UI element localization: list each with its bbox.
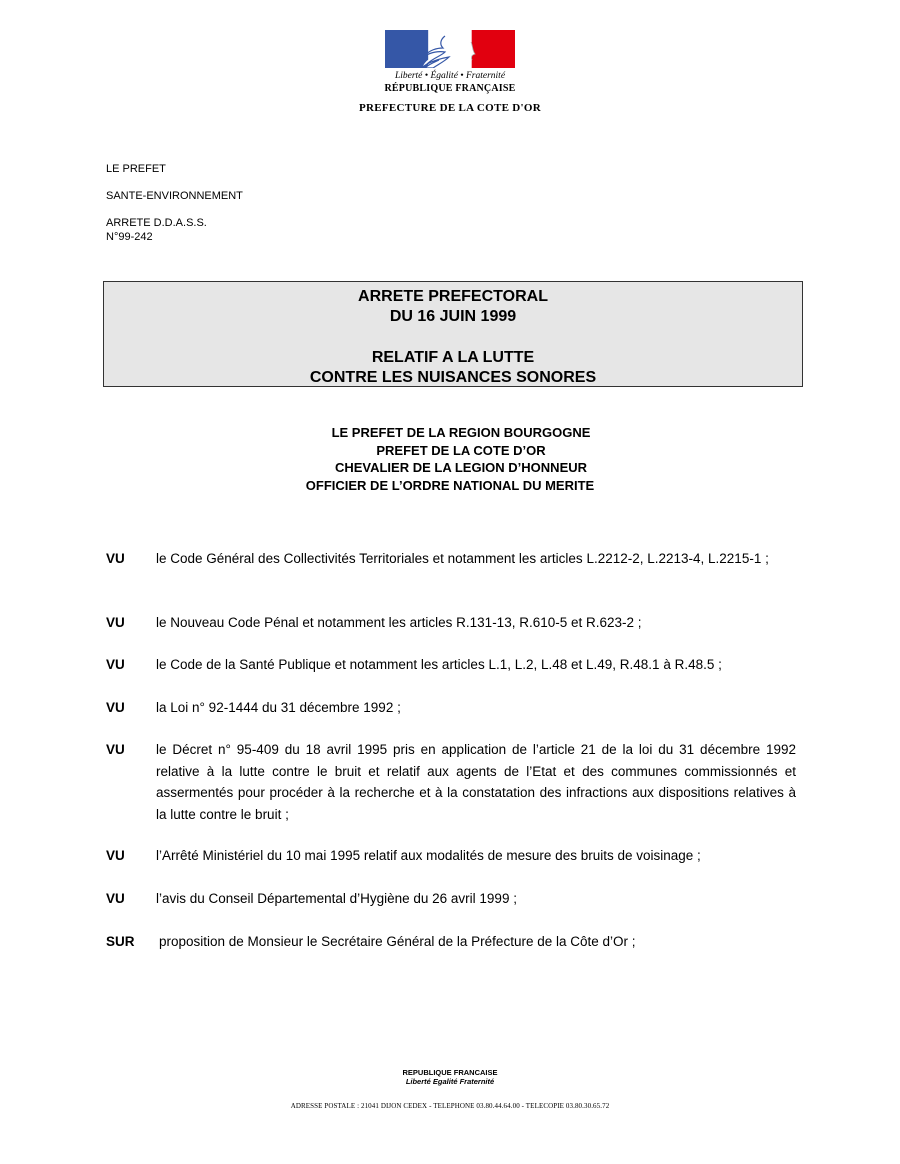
clause-text: proposition de Monsieur le Secrétaire Général de la Préfecture de la Côte d’Or ; — [159, 934, 636, 949]
title-line-1: ARRETE PREFECTORAL — [358, 288, 548, 305]
header-logo-block — [0, 30, 900, 114]
clause-text: l’Arrêté Ministériel du 10 mai 1995 relatif aux modalités de mesure des bruits de voisinage ; — [156, 848, 701, 863]
title-box — [103, 281, 803, 387]
clause-keyword: VU — [106, 848, 125, 863]
clause-keyword: SUR — [106, 934, 135, 949]
clause-vu-decret — [106, 739, 796, 825]
clause-vu-loi — [106, 697, 796, 719]
clause-text: le Code de la Santé Publique et notamment les articles L.1, L.2, L.48 et L.49, R.48.1 à R.48.5 ; — [156, 657, 722, 672]
clause-text: le Code Général des Collectivités Territoriales et notamment les articles L.2212-2, L.2213-4, L.2215-1 ; — [156, 551, 769, 566]
prefect-title-line: LE PREFET DE LA REGION BOURGOGNE — [331, 425, 591, 440]
clause-keyword: VU — [106, 615, 125, 630]
clause-vu-avis — [106, 888, 796, 910]
clause-vu-cgct — [106, 548, 796, 570]
title-line-3: RELATIF A LA LUTTE — [371, 349, 535, 366]
marianne-logo-icon — [385, 30, 515, 68]
header-republic: RÉPUBLIQUE FRANÇAISE — [384, 83, 516, 94]
clause-keyword: VU — [106, 551, 125, 566]
clause-text: l’avis du Conseil Départemental d’Hygiène du 26 avril 1999 ; — [156, 891, 517, 906]
clause-vu-code-penal — [106, 612, 796, 634]
title-line-2: DU 16 JUIN 1999 — [389, 308, 517, 325]
header-prefecture: PREFECTURE DE LA COTE D'OR — [359, 102, 541, 114]
prefect-titles — [0, 424, 900, 495]
meta-arrete-type: ARRETE D.D.A.S.S. — [106, 217, 207, 229]
clause-keyword: VU — [106, 657, 125, 672]
footer-republic: REPUBLIQUE FRANCAISE — [402, 1068, 498, 1077]
footer-republic-block — [0, 1068, 900, 1086]
clause-keyword: VU — [106, 700, 125, 715]
clause-text: le Décret n° 95-409 du 18 avril 1995 pris en application de l’article 21 de la loi du 31 décembre 1992 relative à la lutte contre le bruit et relatif aux agents de l’Etat et des communes commissionnés et assermentés pour procéder à la recherche et à la constatation des infractions aux dispositions relatives à la lutte contre le bruit ; — [156, 742, 796, 822]
clause-sur-proposition — [106, 931, 796, 953]
prefect-title-line: PREFET DE LA COTE D’OR — [376, 442, 546, 458]
footer-motto: Liberté Egalité Fraternité — [405, 1077, 495, 1086]
prefect-title-line: OFFICIER DE L’ORDRE NATIONAL DU MERITE — [305, 478, 595, 494]
clause-vu-arrete-ministeriel — [106, 845, 796, 867]
header-motto: Liberté • Égalité • Fraternité — [394, 71, 506, 81]
footer-address: ADRESSE POSTALE : 21041 DIJON CEDEX - TELEPHONE 03.80.44.64.00 - TELECOPIE 03.80.30.65.72 — [290, 1102, 610, 1110]
meta-arrete-number: N°99-242 — [106, 231, 153, 243]
meta-service: SANTE-ENVIRONNEMENT — [106, 190, 243, 202]
prefect-title-line: CHEVALIER DE LA LEGION D’HONNEUR — [334, 460, 588, 476]
clause-vu-sante-publique — [106, 654, 796, 676]
clause-keyword: VU — [106, 742, 125, 757]
clause-text: le Nouveau Code Pénal et notamment les articles R.131-13, R.610-5 et R.623-2 ; — [156, 615, 642, 630]
clause-keyword: VU — [106, 891, 125, 906]
meta-prefet: LE PREFET — [106, 163, 166, 175]
title-line-4: CONTRE LES NUISANCES SONORES — [309, 369, 597, 386]
clause-text: la Loi n° 92-1444 du 31 décembre 1992 ; — [156, 700, 401, 715]
